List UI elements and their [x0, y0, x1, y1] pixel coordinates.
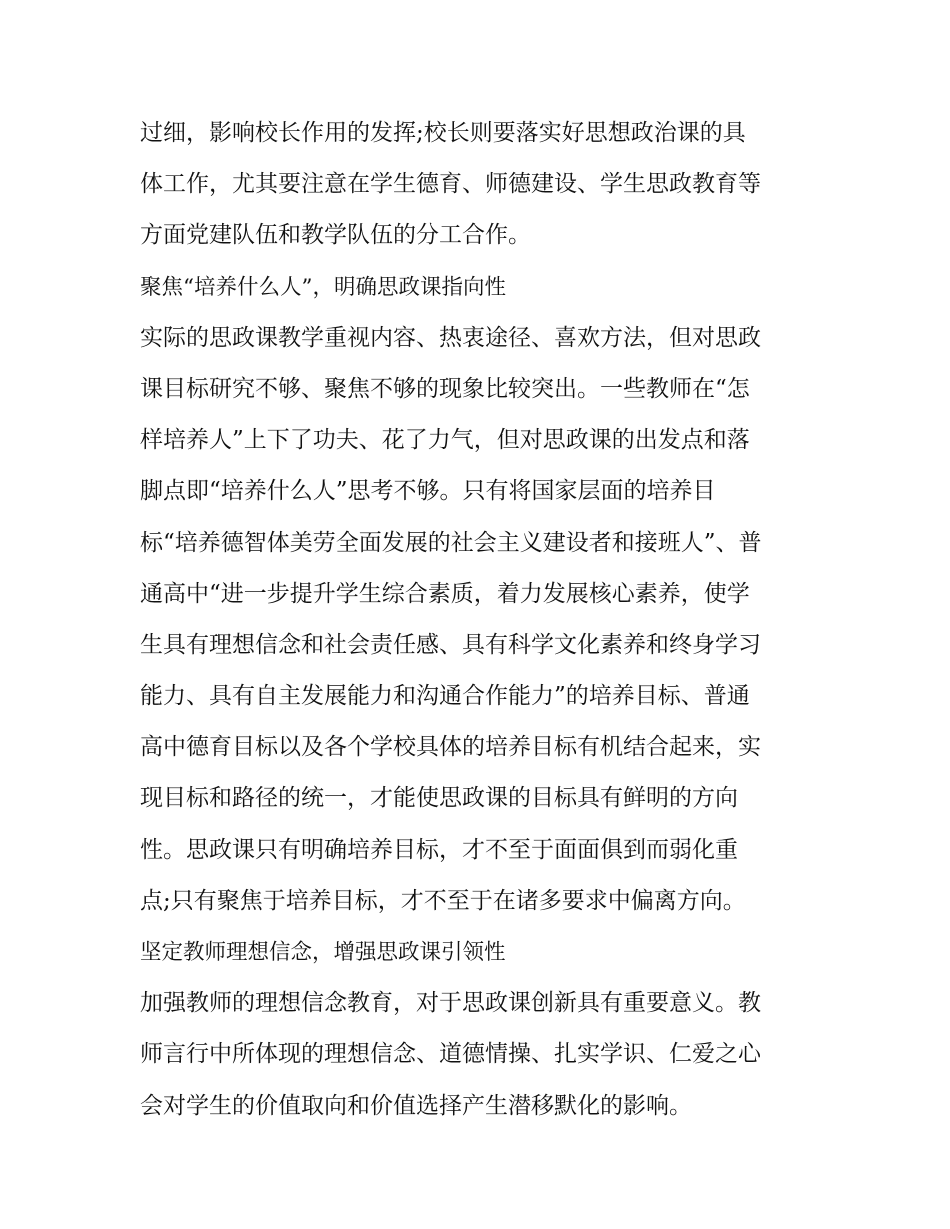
paragraph-line: 通高中“进一步提升学生综合素质，着力发展核心素养，使学 — [140, 580, 750, 607]
paragraph-line: 标“培养德智体美劳全面发展的社会主义建设者和接班人”、普 — [140, 529, 762, 556]
paragraph-line: 课目标研究不够、聚焦不够的现象比较突出。一些教师在“怎 — [140, 375, 750, 402]
section-heading: 坚定教师理想信念，增强思政课引领性 — [140, 940, 506, 965]
paragraph-line: 体工作，尤其要注意在学生德育、师德建设、学生思政教育等 — [140, 171, 761, 198]
document-body — [140, 108, 820, 1132]
paragraph-line: 会对学生的价值取向和价值选择产生潜移默化的影响。 — [140, 1092, 692, 1119]
paragraph-line: 高中德育目标以及各个学校具体的培养目标有机结合起来，实 — [140, 734, 761, 761]
paragraph-line: 方面党建队伍和教学队伍的分工合作。 — [140, 222, 531, 249]
section-heading: 聚焦“培养什么人”，明确思政课指向性 — [140, 274, 506, 300]
paragraph-line: 师言行中所体现的理想信念、道德情操、扎实学识、仁爱之心 — [140, 1041, 761, 1068]
paragraph-line: 脚点即“培养什么人”思考不够。只有将国家层面的培养目 — [140, 478, 716, 505]
paragraph-line: 过细，影响校长作用的发挥;校长则要落实好思想政治课的具 — [140, 120, 746, 146]
paragraph-line: 现目标和路径的统一，才能使思政课的目标具有鲜明的方向 — [140, 785, 738, 812]
paragraph-line: 生具有理想信念和社会责任感、具有科学文化素养和终身学习 — [140, 631, 761, 658]
paragraph-line: 实际的思政课教学重视内容、热衷途径、喜欢方法，但对思政 — [140, 324, 761, 351]
paragraph-line: 能力、具有自主发展能力和沟通合作能力”的培养目标、普通 — [140, 683, 750, 710]
paragraph-line: 点;只有聚焦于培养目标，才不至于在诸多要求中偏离方向。 — [140, 887, 746, 914]
paragraph-line: 样培养人”上下了功夫、花了力气，但对思政课的出发点和落 — [140, 427, 750, 454]
paragraph-line: 性。思政课只有明确培养目标，才不至于面面俱到而弱化重 — [140, 836, 738, 863]
paragraph-line: 加强教师的理想信念教育，对于思政课创新具有重要意义。教 — [140, 990, 761, 1017]
